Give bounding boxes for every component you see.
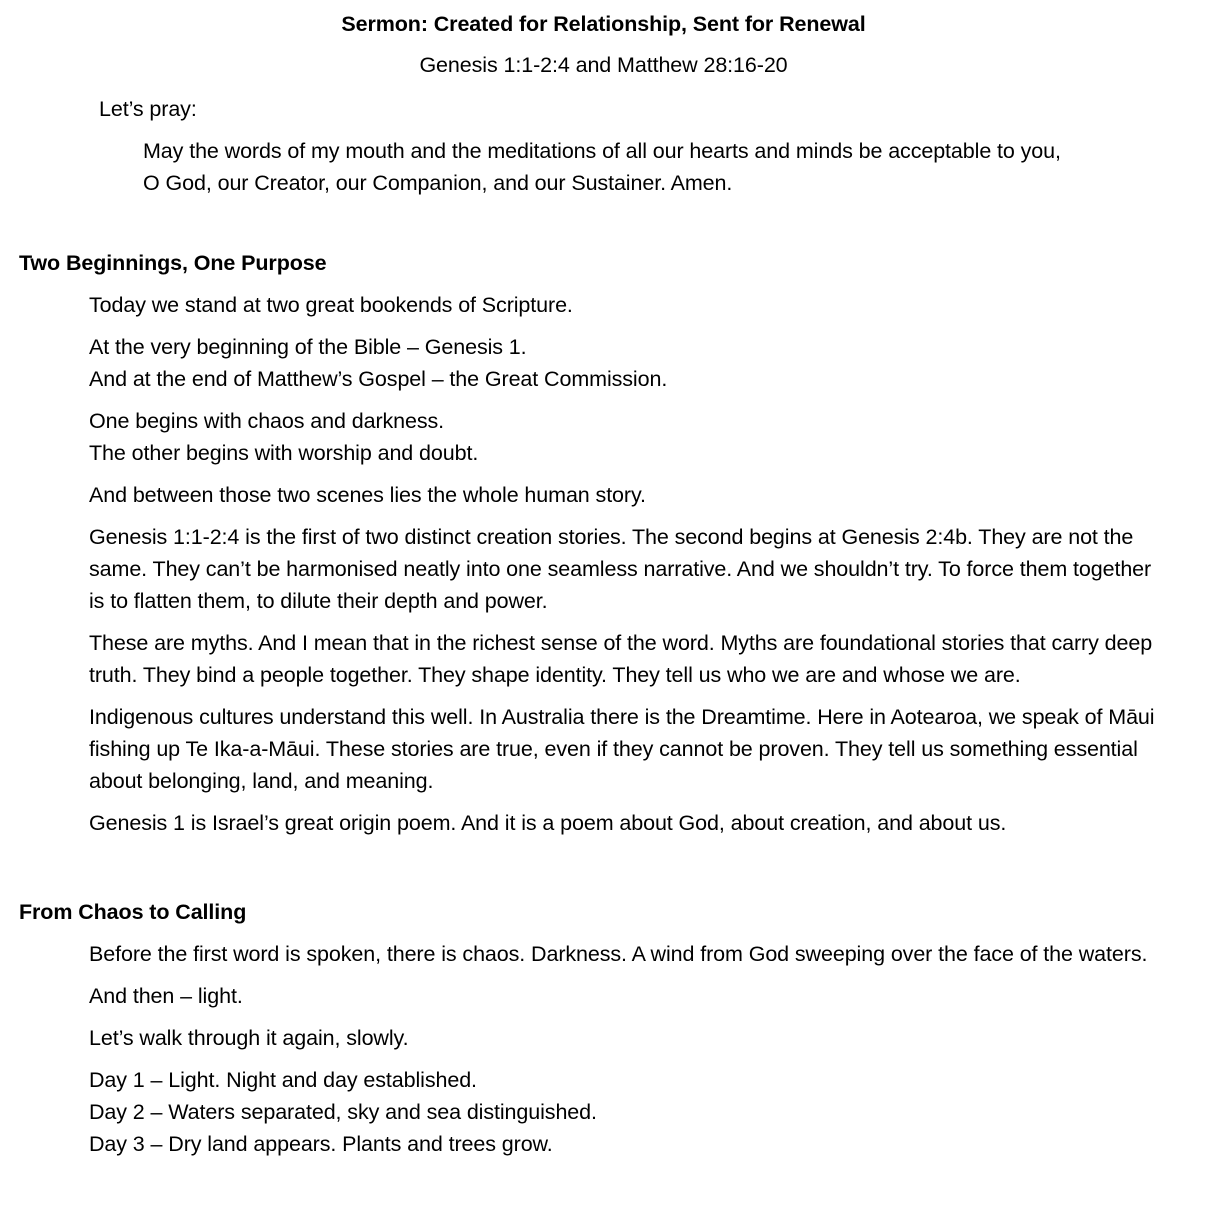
page-title: Sermon: Created for Relationship, Sent for Renewal [341,12,866,36]
section-heading-from-chaos-to-calling: From Chaos to Calling [19,900,247,924]
prayer-line-1: May the words of my mouth and the meditations of all our hearts and minds be acceptable to you, [143,139,1061,163]
section1-paragraph-2-line-1: At the very beginning of the Bible – Genesis 1. [89,335,527,359]
section2-paragraph-2: And then – light. [89,984,243,1008]
section1-paragraph-7: Indigenous cultures understand this well. In Australia there is the Dreamtime. Here in Aotearoa, we speak of Māui fishing up Te Ika-a-Māui. These stories are true, even if they cannot be proven. They tell us something essential about belonging, land, and meaning. [89,705,1155,793]
prayer-block [143,135,1172,199]
section1-paragraph-2 [89,331,1160,395]
section1-paragraph-3 [89,405,1160,469]
section1-paragraph-3-line-2: The other begins with worship and doubt. [89,441,479,465]
section1-paragraph-3-line-1: One begins with chaos and darkness. [89,409,445,433]
prayer-line-2: O God, our Creator, our Companion, and our Sustainer. Amen. [143,171,733,195]
section1-paragraph-2-line-2: And at the end of Matthew’s Gospel – the Great Commission. [89,367,668,391]
section1-paragraph-1: Today we stand at two great bookends of Scripture. [89,293,573,317]
prayer-prompt: Let’s pray: [99,97,197,121]
section1-paragraph-6: These are myths. And I mean that in the richest sense of the word. Myths are foundational stories that carry deep truth. They bind a people together. They shape identity. They tell us who we are and whose we are. [89,631,1153,687]
section-heading-two-beginnings: Two Beginnings, One Purpose [19,251,327,275]
section1-paragraph-8: Genesis 1 is Israel’s great origin poem. And it is a poem about God, about creation, and about us. [89,811,1007,835]
creation-day-1: Day 1 – Light. Night and day established. [89,1068,477,1092]
section1-paragraph-4: And between those two scenes lies the whole human story. [89,483,646,507]
section1-paragraph-5: Genesis 1:1-2:4 is the first of two distinct creation stories. The second begins at Genesis 2:4b. They are not the same. They can’t be harmonised neatly into one seamless narrative. And we shouldn’t try. To force them together is to flatten them, to dilute their depth and power. [89,525,1152,613]
creation-days-list [89,1064,1160,1160]
section2-paragraph-1: Before the first word is spoken, there is chaos. Darkness. A wind from God sweeping over the face of the waters. [89,942,1148,966]
creation-day-2: Day 2 – Waters separated, sky and sea distinguished. [89,1100,597,1124]
creation-day-3: Day 3 – Dry land appears. Plants and trees grow. [89,1132,553,1156]
scripture-reference-subtitle: Genesis 1:1-2:4 and Matthew 28:16-20 [419,53,788,77]
section2-paragraph-3: Let’s walk through it again, slowly. [89,1026,409,1050]
